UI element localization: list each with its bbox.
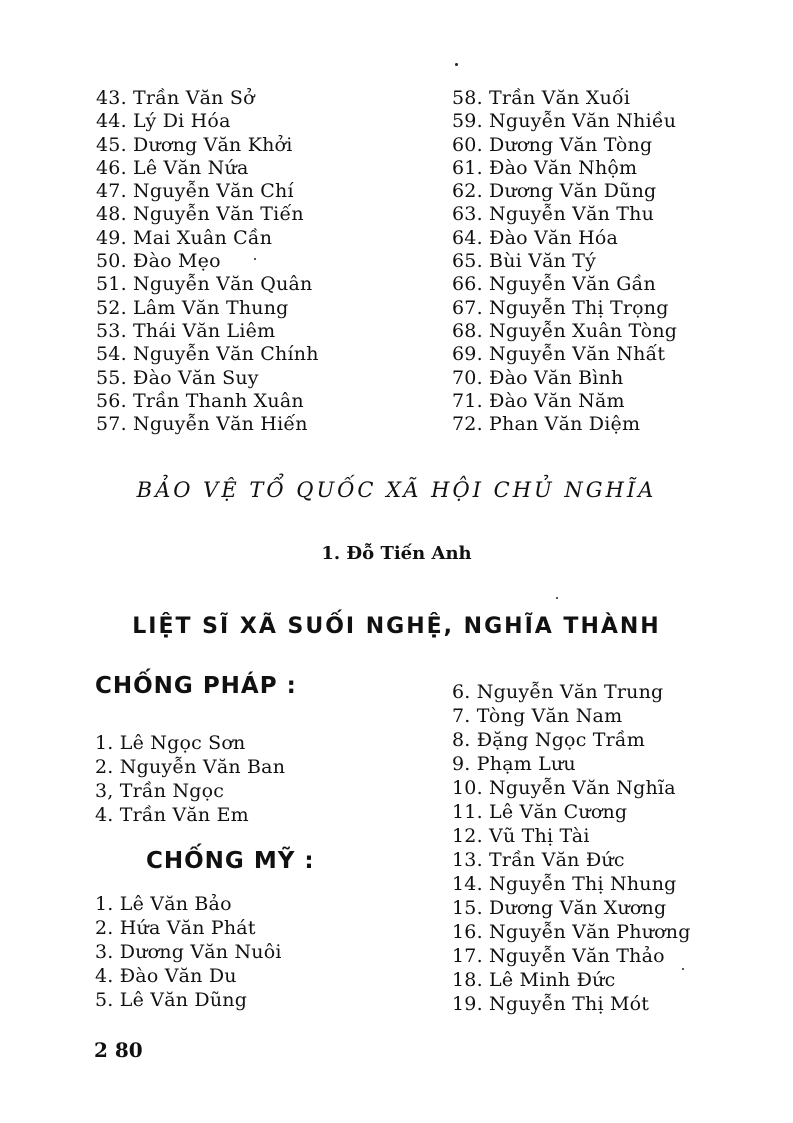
chong-phap-list (95, 731, 285, 827)
heading-martyrs: LIỆT SĨ XÃ SUỐI NGHỆ, NGHĨA THÀNH (132, 614, 661, 639)
list-item: 4. Đào Văn Du (95, 965, 237, 987)
list-item: 44. Lý Di Hóa (96, 110, 231, 133)
list-item: 66. Nguyễn Văn Gần (452, 273, 656, 296)
list-item: 7. Tòng Văn Nam (452, 705, 623, 727)
list-item: 1. Lê Văn Bảo (95, 893, 232, 915)
list-item: 64. Đào Văn Hóa (452, 226, 619, 249)
list-item: 56. Trần Thanh Xuân (96, 389, 304, 412)
list-item: 51. Nguyễn Văn Quân (96, 273, 313, 296)
list-item: 2. Hứa Văn Phát (95, 917, 256, 939)
list-item: 54. Nguyễn Văn Chính (96, 343, 319, 366)
list-item: 3, Trần Ngọc (95, 780, 225, 802)
heading-protect-fatherland: BẢO VỆ TỔ QUỐC XÃ HỘI CHỦ NGHĨA (136, 478, 657, 502)
list-item: 6. Nguyễn Văn Trung (452, 681, 664, 703)
list-item: 63. Nguyễn Văn Thu (452, 203, 655, 226)
list-item: 11. Lê Văn Cương (452, 801, 628, 823)
list-item: 69. Nguyễn Văn Nhất (452, 343, 666, 366)
print-speck (682, 968, 684, 970)
list-item: 62. Dương Văn Dũng (452, 180, 657, 203)
list-item: 16. Nguyễn Văn Phương (452, 921, 691, 943)
list-item: 17. Nguyễn Văn Thảo (452, 945, 665, 967)
list-item: 10. Nguyễn Văn Nghĩa (452, 777, 676, 799)
list-item: 55. Đào Văn Suy (96, 366, 259, 389)
list-item: 4. Trần Văn Em (95, 804, 249, 826)
list-item: 47. Nguyễn Văn Chí (96, 180, 294, 203)
list-item: 9. Phạm Lưu (452, 753, 576, 775)
list-item: 61. Đào Văn Nhộm (452, 156, 638, 179)
list-item: 13. Trần Văn Đức (452, 849, 625, 871)
list-item: 70. Đào Văn Bình (452, 366, 624, 389)
list-item: 52. Lâm Văn Thung (96, 296, 289, 319)
list-item: 12. Vũ Thị Tài (452, 825, 590, 847)
list-item: 49. Mai Xuân Cần (96, 226, 273, 249)
list-item: 60. Dương Văn Tòng (452, 133, 653, 156)
list-item: 68. Nguyễn Xuân Tòng (452, 319, 678, 342)
list-item: 48. Nguyễn Văn Tiến (96, 203, 304, 226)
print-speck (556, 597, 558, 599)
print-speck (254, 258, 256, 260)
list-item: 59. Nguyễn Văn Nhiều (452, 110, 677, 133)
list-item: 15. Dương Văn Xương (452, 897, 667, 919)
list-item: 43. Trần Văn Sở (96, 87, 255, 109)
list-item: 50. Đào Mẹo (96, 250, 221, 273)
list-item: 3. Dương Văn Nuôi (95, 941, 282, 963)
top-left-name-list (96, 87, 319, 436)
print-speck (455, 63, 458, 66)
protect-list-item: 1. Đỗ Tiến Anh (321, 543, 472, 564)
list-item: 45. Dương Văn Khởi (96, 133, 293, 156)
section-title-chong-phap: CHỐNG PHÁP : (95, 673, 297, 699)
chong-my-list (95, 892, 282, 1012)
list-item: 2. Nguyễn Văn Ban (95, 756, 286, 778)
list-item: 14. Nguyễn Thị Nhung (452, 873, 677, 895)
list-item: 65. Bùi Văn Tý (452, 250, 597, 273)
bottom-right-name-list (452, 680, 691, 1016)
list-item: 5. Lê Văn Dũng (95, 989, 248, 1011)
list-item: 58. Trần Văn Xuối (452, 87, 631, 109)
list-item: 72. Phan Văn Diệm (452, 413, 641, 436)
list-item: 19. Nguyễn Thị Mót (452, 993, 650, 1015)
page-number: 2 80 (94, 1038, 143, 1062)
list-item: 18. Lê Minh Đức (452, 969, 616, 991)
list-item: 46. Lê Văn Nứa (96, 156, 249, 179)
top-right-name-list (452, 87, 677, 436)
list-item: 57. Nguyễn Văn Hiến (96, 413, 308, 436)
list-item: 53. Thái Văn Liêm (96, 319, 276, 342)
list-item: 67. Nguyễn Thị Trọng (452, 296, 669, 319)
list-item: 8. Đặng Ngọc Trầm (452, 729, 645, 751)
list-item: 71. Đào Văn Năm (452, 389, 625, 412)
list-item: 1. Lê Ngọc Sơn (95, 732, 246, 754)
section-title-chong-my: CHỐNG MỸ : (146, 848, 315, 874)
